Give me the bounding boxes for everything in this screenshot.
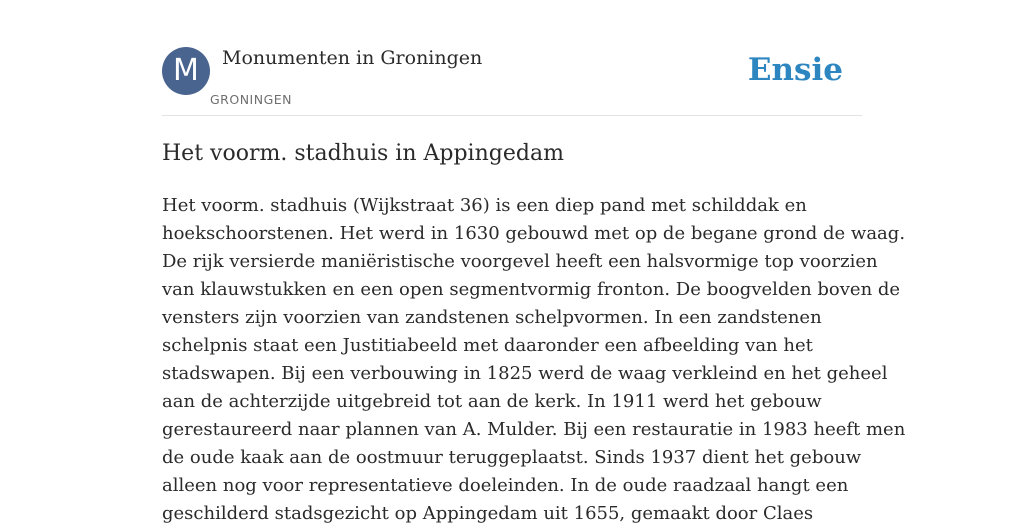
avatar[interactable]: M [162, 47, 210, 95]
site-title-link[interactable]: Monumenten in Groningen [222, 47, 483, 69]
article-line: stadswapen. Bij een verbouwing in 1825 werd de waag verkleind en het geheel [162, 363, 888, 384]
article-line: alleen nog voor representatieve doeleinden. In de oude raadzaal hangt een [162, 475, 849, 496]
article-line: schelpnis staat een Justitiabeeld met daaronder een afbeelding van het [162, 335, 813, 356]
article-title: Het voorm. stadhuis in Appingedam [162, 141, 564, 166]
article-line: de oude kaak aan de oostmuur teruggeplaatst. Sinds 1937 dient het gebouw [162, 447, 862, 468]
article-line: vensters zijn voorzien van zandstenen schelpvormen. In een zandstenen [162, 307, 822, 328]
article-line: van klauwstukken en een open segmentvormig fronton. De boogvelden boven de [162, 279, 901, 300]
article-line: aan de achterzijde uitgebreid tot aan de kerk. In 1911 werd het gebouw [162, 391, 822, 412]
article-line: Het voorm. stadhuis (Wijkstraat 36) is een diep pand met schilddak en [162, 195, 807, 216]
header [162, 46, 862, 116]
article-line: geschilderd stadsgezicht op Appingedam uit 1655, gemaakt door Claes [162, 503, 814, 524]
article-line: De rijk versierde maniëristische voorgevel heeft een halsvormige top voorzien [162, 251, 878, 272]
article-line: gerestaureerd naar plannen van A. Mulder. Bij een restauratie in 1983 heeft men [162, 419, 906, 440]
category-link[interactable]: GRONINGEN [210, 92, 293, 107]
article-body [162, 192, 906, 528]
header-divider [162, 115, 862, 116]
ensie-logo[interactable]: Ensie [747, 52, 843, 88]
article-line: hoekschoorstenen. Het werd in 1630 gebouwd met op de begane grond de waag. [162, 223, 906, 244]
